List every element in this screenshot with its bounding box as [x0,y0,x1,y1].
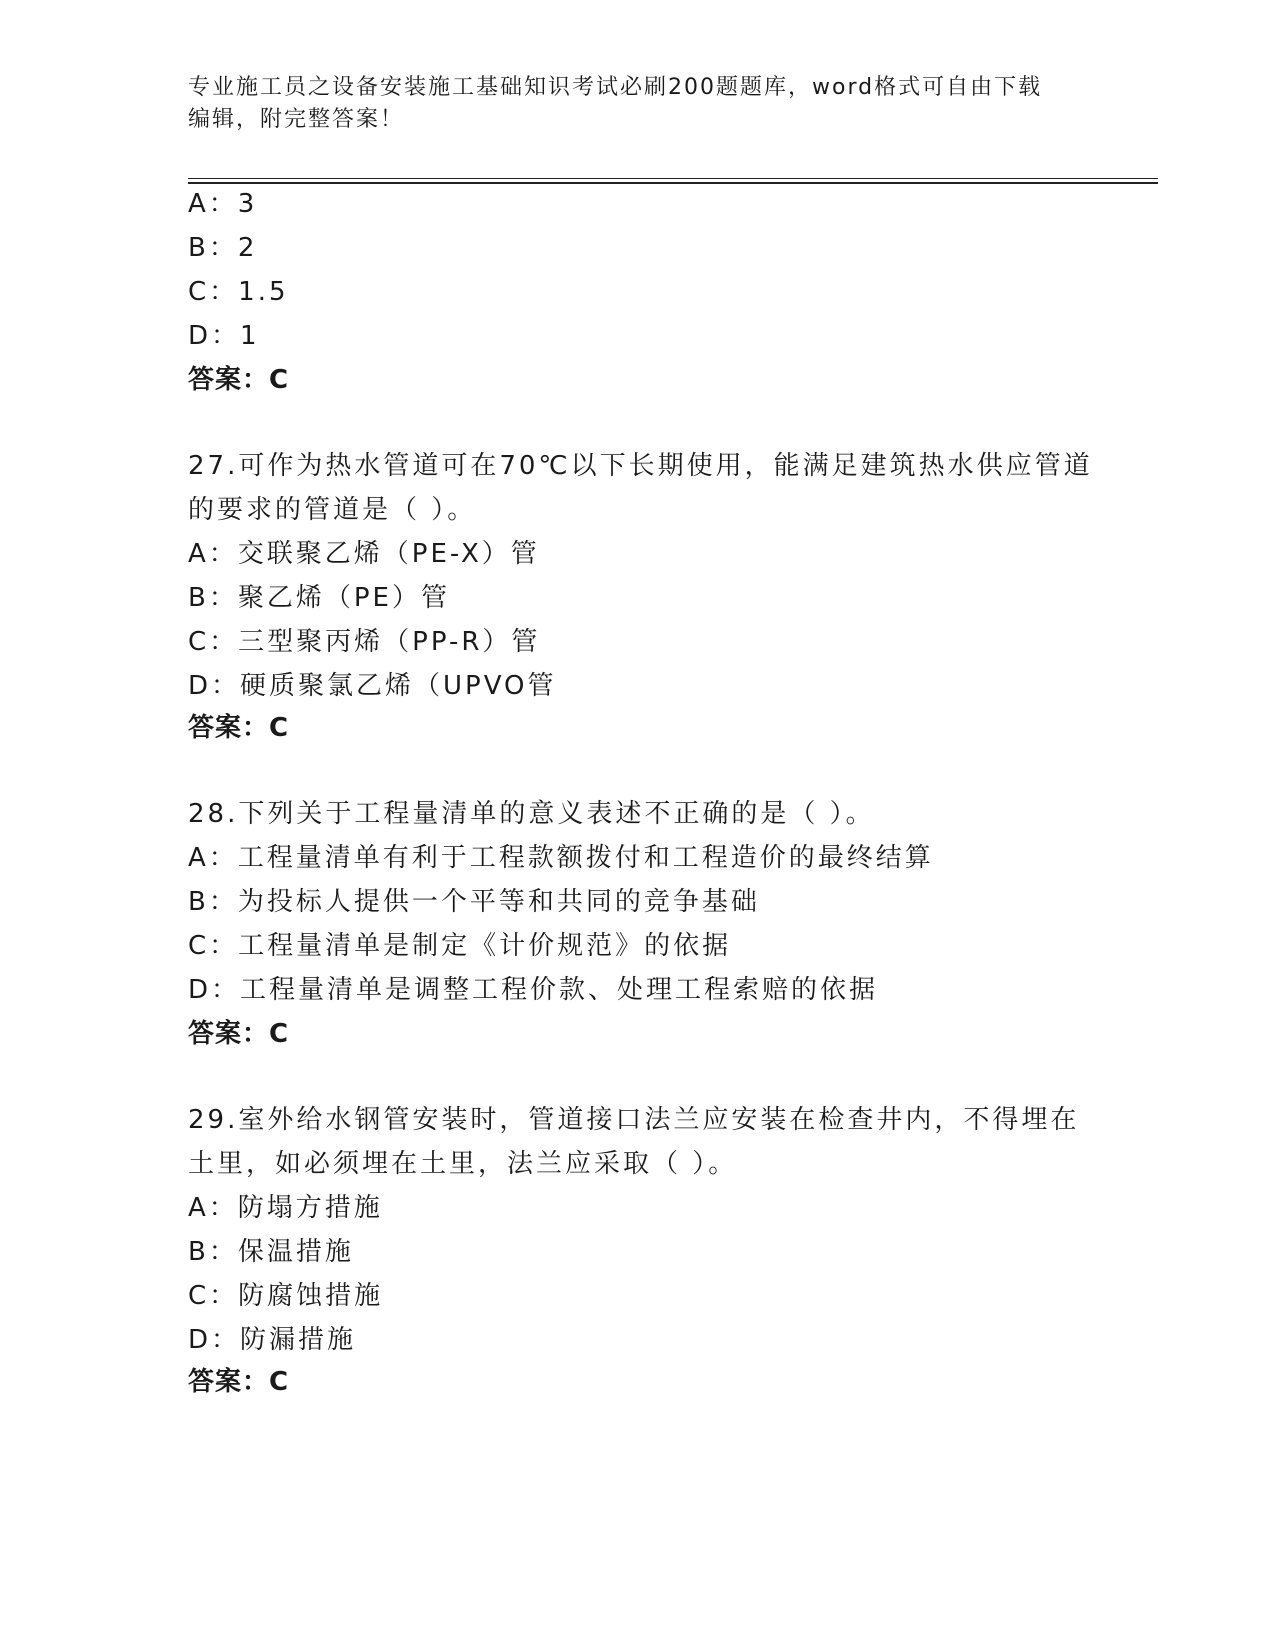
header-divider-thick [188,182,1158,184]
header-divider-thin [188,178,1158,179]
q29-question-line2: 土里，如必须埋在土里，法兰应采取（ ）。 [188,1149,738,1179]
q27-question-line2: 的要求的管道是（ ）。 [188,495,477,525]
q28-option-a: A：工程量清单有利于工程款额拨付和工程造价的最终结算 [188,843,934,873]
q29-option-a: A：防塌方措施 [188,1193,383,1223]
q26-answer: 答案：C [188,365,290,395]
q28-option-b: B：为投标人提供一个平等和共同的竞争基础 [188,887,760,917]
q29-option-d: D：防漏措施 [188,1325,357,1355]
q28-option-d: D：工程量清单是调整工程价款、处理工程索赔的依据 [188,975,879,1005]
q29-option-b: B：保温措施 [188,1237,354,1267]
q28-option-c: C：工程量清单是制定《计价规范》的依据 [188,931,732,961]
q27-option-a: A：交联聚乙烯（PE-X）管 [188,539,540,569]
q28-question-line1: 28.下列关于工程量清单的意义表述不正确的是（ ）。 [188,799,875,829]
q27-question-line1: 27.可作为热水管道可在70℃以下长期使用，能满足建筑热水供应管道 [188,451,1093,481]
q27-option-b: B：聚乙烯（PE）管 [188,583,450,613]
q26-option-b: B：2 [188,233,258,263]
q27-option-c: C：三型聚丙烯（PP-R）管 [188,627,541,657]
q29-option-c: C：防腐蚀措施 [188,1281,384,1311]
q27-answer: 答案：C [188,713,290,743]
q29-answer: 答案：C [188,1367,290,1397]
q28-answer: 答案：C [188,1019,290,1049]
q27-option-d: D：硬质聚氯乙烯（UPVO管 [188,671,557,701]
header-title-line2: 编辑，附完整答案！ [188,107,405,132]
document-header [188,72,1088,136]
header-title-line1: 专业施工员之设备安装施工基础知识考试必刷200题题库，word格式可自由下载 [188,75,1043,100]
q26-option-c: C：1.5 [188,277,289,307]
q26-option-a: A：3 [188,189,258,219]
q29-question-line1: 29.室外给水钢管安装时，管道接口法兰应安装在检查井内，不得埋在 [188,1105,1080,1135]
q26-option-d: D：1 [188,321,260,351]
